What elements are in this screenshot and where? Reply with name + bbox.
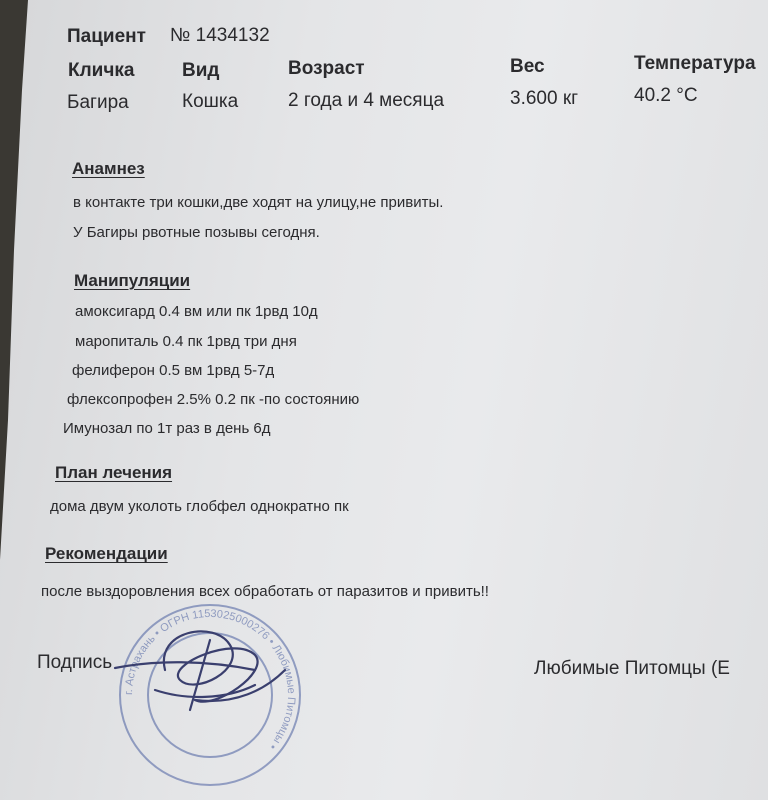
- pet-name: Багира: [67, 92, 129, 113]
- stamp-text: г. Астрахань • ОГРН 1153025000276 • Любимые Питомцы •: [122, 607, 298, 752]
- species-header: Вид: [182, 60, 220, 81]
- weight-header: Вес: [510, 56, 545, 77]
- treatment-plan-text: дома двум уколоть глобфел однократно пк: [50, 498, 349, 515]
- manipulation-line: фелиферон 0.5 вм 1рвд 5-7д: [72, 362, 275, 379]
- temperature-header: Температура: [634, 53, 756, 74]
- signature-label: Подпись: [37, 652, 113, 673]
- pet-temperature: 40.2 °C: [634, 85, 698, 106]
- manipulation-line: маропиталь 0.4 пк 1рвд три дня: [75, 333, 297, 350]
- pet-species: Кошка: [182, 91, 239, 112]
- pet-weight: 3.600 кг: [510, 88, 579, 109]
- clinic-name: Любимые Питомцы (Е: [534, 658, 730, 679]
- anamnesis-line: У Багиры рвотные позывы сегодня.: [73, 224, 320, 241]
- anamnesis-title: Анамнез: [72, 159, 145, 178]
- manipulation-line: амоксигард 0.4 вм или пк 1рвд 10д: [75, 303, 318, 320]
- name-header: Кличка: [68, 60, 135, 81]
- pet-age: 2 года и 4 месяца: [288, 90, 445, 111]
- anamnesis-line: в контакте три кошки,две ходят на улицу,не привиты.: [73, 194, 444, 211]
- manipulation-line: флексопрофен 2.5% 0.2 пк -по состоянию: [67, 391, 360, 408]
- manipulations-title: Манипуляции: [74, 271, 191, 290]
- patient-label: Пациент: [67, 26, 146, 47]
- patient-number: № 1434132: [170, 25, 270, 46]
- clinic-stamp: [95, 600, 325, 790]
- recommendations-title: Рекомендации: [45, 544, 168, 563]
- manipulation-line: Имунозал по 1т раз в день 6д: [63, 420, 271, 437]
- recommendations-text: после выздоровления всех обработать от паразитов и привить!!: [41, 583, 489, 600]
- treatment-plan-title: План лечения: [55, 463, 173, 482]
- age-header: Возраст: [288, 58, 365, 79]
